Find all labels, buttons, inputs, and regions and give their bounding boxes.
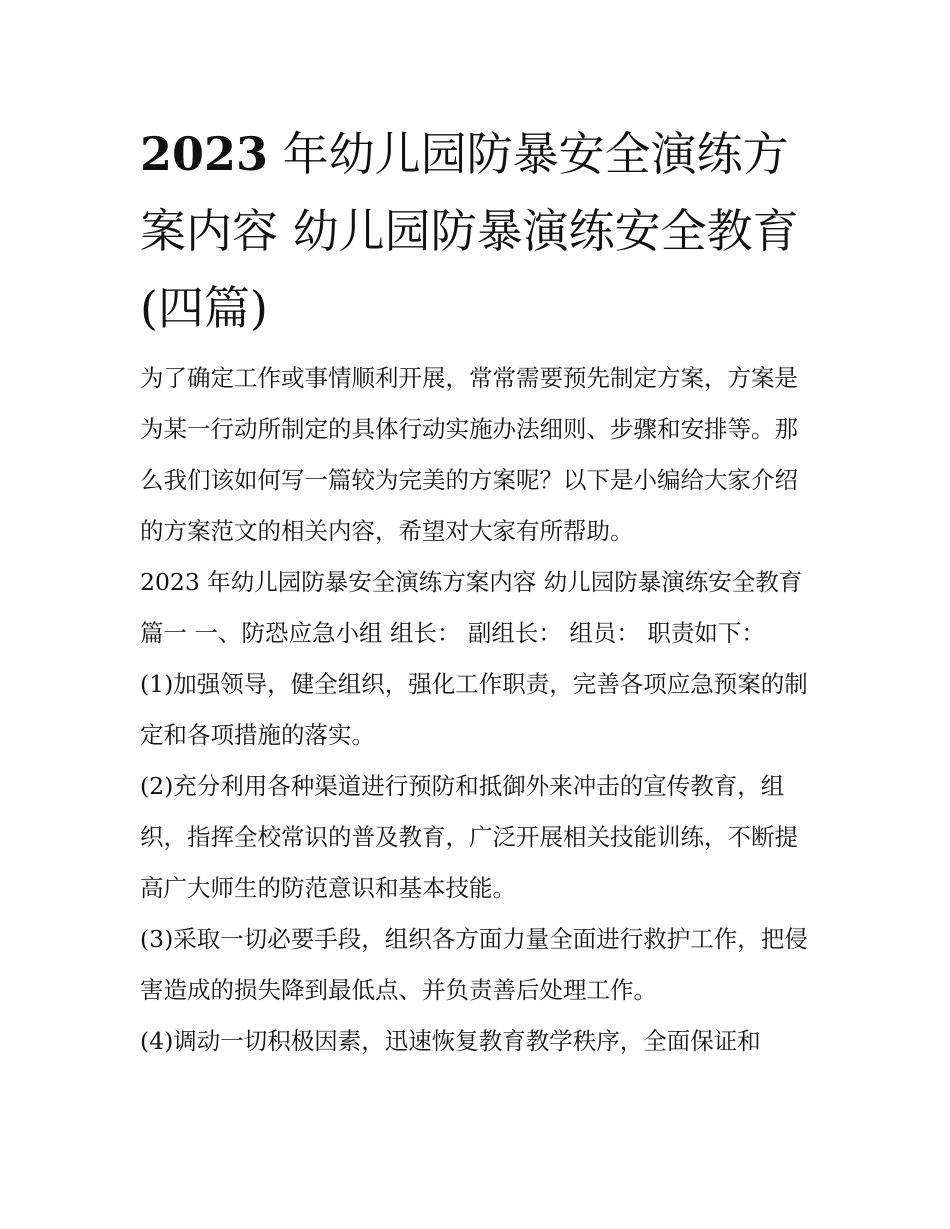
item-2-paragraph: (2)充分利用各种渠道进行预防和抵御外来冲击的宣传教育，组织，指挥全校常识的普及教育，广泛开展相关技能训练，不断提高广大师生的防范意识和基本技能。 — [140, 772, 798, 902]
title-year: 2023 — [140, 127, 269, 181]
item-1-paragraph: (1)加强领导，健全组织，强化工作职责，完善各项应急预案的制定和各项措施的落实。 — [140, 670, 808, 749]
section-heading-paragraph: 2023 年幼儿园防暴安全演练方案内容 幼儿园防暴演练安全教育篇一 一、防恐应急小组 组长： 副组长： 组员： 职责如下： — [140, 568, 803, 647]
document-title — [140, 116, 820, 347]
title-text: 年幼儿园防暴安全演练方案内容 幼儿园防暴演练安全教育(四篇) — [140, 127, 799, 335]
intro-paragraph: 为了确定工作或事情顺利开展，常常需要预先制定方案，方案是为某一行动所制定的具体行动实施办法细则、步骤和安排等。那么我们该如何写一篇较为完美的方案呢？以下是小编给大家介绍的方案范文的相关内容，希望对大家有所帮助。 — [140, 364, 798, 545]
document-body — [140, 353, 820, 1067]
item-4-paragraph: (4)调动一切积极因素，迅速恢复教育教学秩序，全面保证和 — [140, 1027, 761, 1055]
item-3-paragraph: (3)采取一切必要手段，组织各方面力量全面进行救护工作，把侵害造成的损失降到最低点、并负责善后处理工作。 — [140, 925, 808, 1004]
